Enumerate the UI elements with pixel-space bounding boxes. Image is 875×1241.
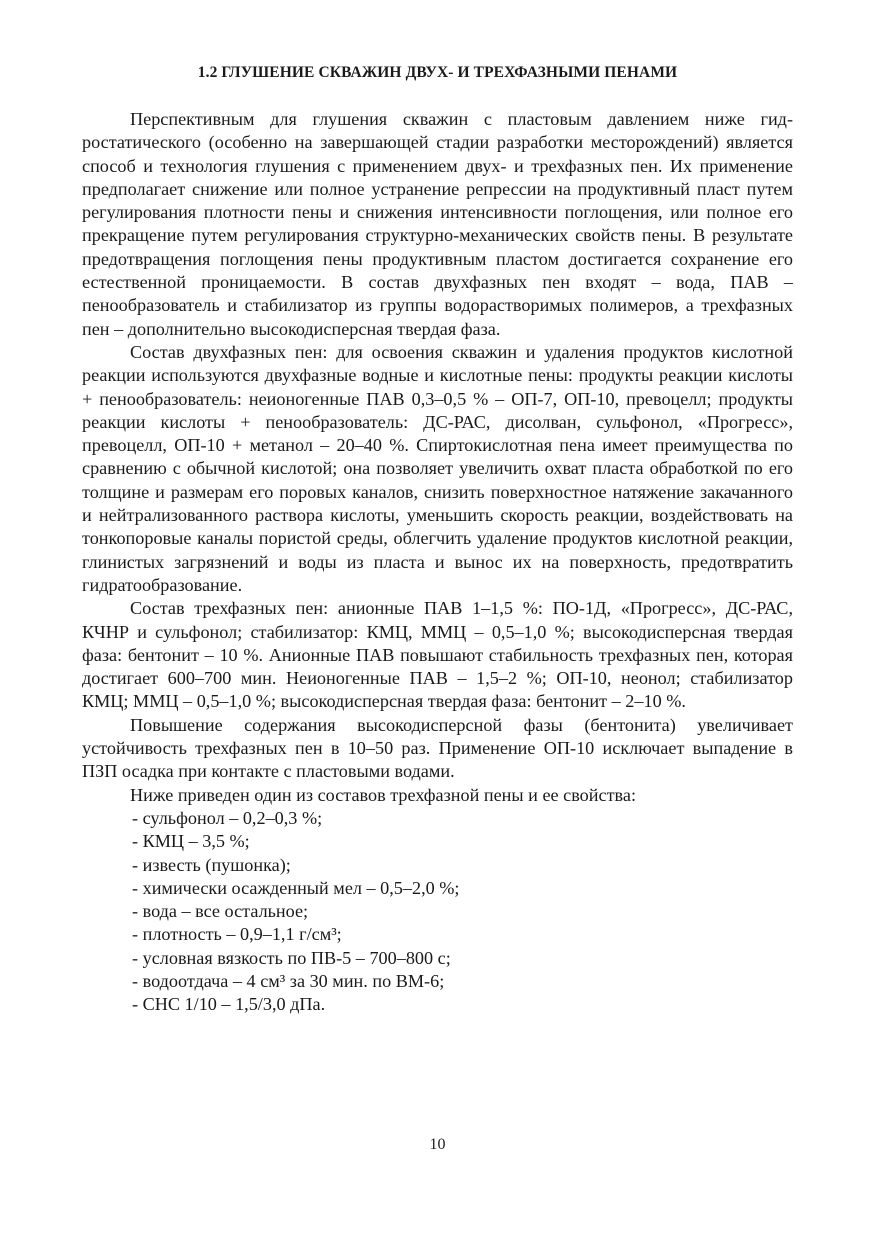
- list-item: - сульфонол – 0,2–0,3 %;: [132, 807, 323, 828]
- page-number: 10: [429, 1136, 446, 1153]
- list-item: - вода – все остальное;: [132, 901, 309, 922]
- composition-list: [82, 807, 793, 1017]
- paragraph-list-intro: Ниже приведен один из составов трехфазной пены и ее свойства:: [130, 784, 636, 805]
- paragraph-three-phase-foams: Состав трехфазных пен: анионные ПАВ 1–1,5 %: ПО-1Д, «Прогресс», ДС-РАС, КЧНР и сульфонол; стабилизатор: КМЦ, ММЦ – 0,5–1,0 %; высокодисперсная твердая фаза: бентонит – 10 %. Анионные ПАВ повышают стабильность трехфазных пен, которая достигает 600–700 мин. Неионогенные ПАВ – 1,5–2 %; ОП-10, неонол; стабилизатор КМЦ; ММЦ – 0,5–1,0 %; высокодисперсная твердая фаза: бентонит – 2–10 %.: [82, 598, 793, 712]
- section-heading: 1.2 ГЛУШЕНИЕ СКВАЖИН ДВУХ- И ТРЕХФАЗНЫМИ ПЕНАМИ: [197, 64, 678, 81]
- paragraph-bentonite-effect: Повышение содержания высокодисперсной фазы (бентонита) увеличивает устойчивость трехфазных пен в 10–50 раз. Применение ОП-10 исключает выпадение в ПЗП осадка при контакте с пластовыми водами.: [82, 714, 793, 782]
- list-item: - СНС 1/10 – 1,5/3,0 дПа.: [132, 994, 326, 1015]
- list-item: - условная вязкость по ПВ-5 – 700–800 с;: [132, 947, 451, 968]
- list-item: - водоотдача – 4 см³ за 30 мин. по ВМ-6;: [132, 970, 445, 991]
- list-item: - плотность – 0,9–1,1 г/см³;: [132, 924, 342, 945]
- paragraph-intro: Перспективным для глушения скважин с пластовым давлением ниже гидростатического (особенно на завершающей стадии разработки месторождений) является способ и технология глушения с применением двух- и трехфазных пен. Их применение предполагает снижение или полное устранение репрессии на продуктивный пласт путем регулирования плотности пены и снижения интенсивности поглощения, или полное его прекращение путем регулирования структурно-механических свойств пены. В результате предотвращения поглощения пены продуктивным пластом достигается сохранение его естественной проницаемости. В состав двухфазных пен входят – вода, ПАВ – пенообразователь и стабилизатор из группы водорастворимых полимеров, а трехфазных пен – дополнительно высокодисперсная твердая фаза.: [82, 109, 793, 339]
- list-item: - КМЦ – 3,5 %;: [132, 831, 250, 852]
- paragraph-two-phase-foams: Состав двухфазных пен: для освоения скважин и удаления продуктов кислотной реакции используются двухфазные водные и кислотные пены: продукты реакции кислоты + пенообразователь: неионогенные ПАВ 0,3–0,5 % – ОП-7, ОП-10, превоцелл; продукты реакции кислоты + пенообразователь: ДС-РАС, дисолван, сульфонол, «Прогресс», превоцелл, ОП-10 + метанол – 20–40 %. Спиртокислотная пена имеет преимущества по сравнению с обычной кислотой; она позволяет увеличить охват пласта обработкой по его толщине и размерам его поровых каналов, снизить поверхностное натяжение закачанного и нейтрализованного раствора кислоты, уменьшить скорость реакции, воздействовать на тонкопоровые каналы пористой среды, облегчить удаление продуктов кислотной реакции, глинистых загрязнений и воды из пласта и вынос их на поверхность, предотвратить гидратообразование.: [82, 341, 793, 595]
- list-item: - известь (пушонка);: [132, 854, 291, 875]
- list-item: - химически осажденный мел – 0,5–2,0 %;: [132, 877, 460, 898]
